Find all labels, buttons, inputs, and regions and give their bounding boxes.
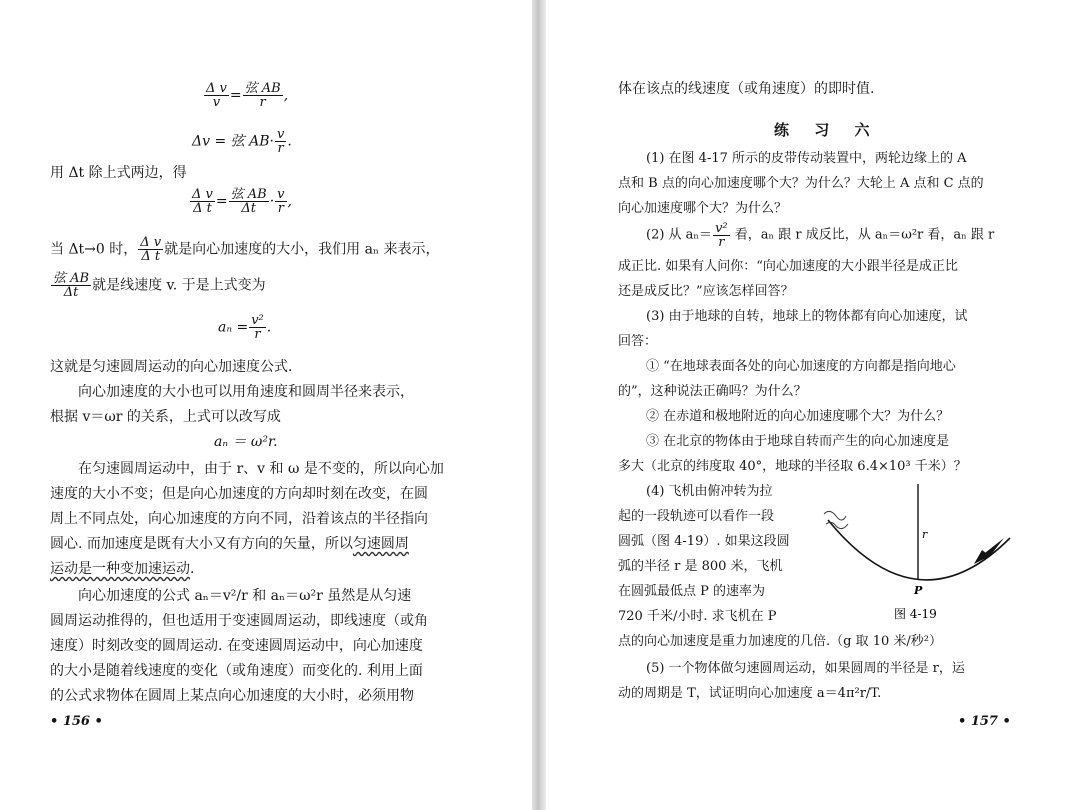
para3-emphasis-1: 匀速圆周 [352, 536, 409, 552]
eq3-tail: , [287, 193, 292, 210]
q3a-line-2: 的”，这种说法正确吗？为什么？ [618, 384, 807, 399]
equation-2 [192, 128, 292, 155]
eq2-num: v [276, 127, 285, 142]
q4-line-3: 圆弧（图 4-19）. 如果这段圆 [618, 534, 790, 549]
when-pre: 当 Δt→0 时， [50, 241, 138, 258]
eq3-dot: · [269, 193, 275, 210]
para2-line-2: 根据 v＝ωr 的关系，上式可以改写成 [50, 409, 281, 425]
figure-caption: 图 4-19 [894, 607, 937, 620]
eq3-r-den: r [277, 201, 284, 216]
eq1-rhs-den: r [259, 95, 266, 110]
q3c-line-2: 多大（北京的纬度取 40°，地球的半径取 6.4×10³ 千米）？ [618, 459, 967, 474]
page-number-left: • 156 • [50, 714, 103, 729]
eq3-eq: = [215, 193, 228, 210]
q4-line-5: 在圆弧最低点 P 的速率为 [618, 584, 766, 599]
q4-line-4: 弧的半径 r 是 800 米，飞机 [618, 559, 783, 574]
q5-line-2: 动的周期是 T，试证明向心加速度 a＝4π²r/T. [618, 686, 882, 701]
book-gutter [532, 0, 546, 810]
eq4-tail: . [266, 319, 272, 336]
para3-line-4-text: 圆心. 而加速度是既有大小又有方向的矢量，所以 [50, 536, 353, 552]
eq2-den: r [277, 141, 284, 156]
chord-text [50, 272, 266, 299]
airplane-icon [974, 538, 1004, 564]
left-page [0, 0, 532, 810]
eq3-l-num: Δ v [192, 187, 213, 202]
q3-line-1: (3) 由于地球的自转，地球上的物体都有向心加速度，试 [646, 309, 968, 324]
eq4-num: v² [251, 313, 264, 328]
when-post: 就是向心加速度的大小，我们用 aₙ 来表示， [164, 241, 440, 258]
eq4-den: r [254, 327, 261, 342]
q2-line-2: 成正比. 如果有人问你：“向心加速度的大小跟半径是成正比 [618, 259, 958, 274]
equation-3 [189, 188, 292, 215]
chord-den: Δt [63, 285, 79, 300]
para3-line-1: 在匀速圆周运动中，由于 r、v 和 ω 是不变的，所以向心加 [78, 461, 444, 477]
q2-num: v² [715, 221, 728, 236]
eq1-tail: , [283, 87, 289, 104]
q2-line-3: 还是成反比？”应该怎样回答？ [618, 284, 794, 299]
para3-line-5 [50, 560, 194, 578]
divide-text: 用 Δt 除上式两边，得 [50, 165, 187, 181]
eq1-lhs-num: Δ v [206, 81, 227, 96]
continued-line: 体在该点的线速度（或角速度）的即时值. [618, 81, 875, 97]
q5-line-1: (5) 一个物体做匀速圆周运动，如果圆周的半径是 r，运 [646, 661, 965, 676]
equation-5: aₙ ＝ ω²r. [214, 434, 278, 450]
para3-line-2: 速度的大小不变；但是向心加速度的方向却时刻在改变，在圆 [50, 486, 428, 502]
para2-line-1: 向心加速度的大小也可以用角速度和圆周半径来表示， [78, 384, 414, 400]
q4-line-2: 起的一段轨迹可以看作一段 [618, 509, 775, 524]
smoke-trail-icon [824, 511, 848, 528]
arc-trajectory [828, 520, 1010, 580]
when-den: Δ t [141, 249, 161, 264]
q3b-line: ② 在赤道和极地附近的向心加速度哪个大？为什么？ [646, 409, 950, 424]
equation-4 [218, 314, 271, 341]
para4-line-3: 速度）时刻改变的圆周运动. 在变速圆周运动中，向心加速度 [50, 638, 423, 654]
q3c-line-1: ③ 在北京的物体由于地球自转而产生的向心加速度是 [646, 434, 950, 449]
q2-line-1 [646, 222, 994, 249]
eq2-lhs: Δv = 弦 AB· [192, 133, 274, 150]
para4-line-2: 圆周运动推得的，但也适用于变速圆周运动，即线速度（或角 [50, 613, 428, 629]
eq3-r-num: v [277, 187, 285, 202]
q2-den: r [718, 235, 725, 250]
chord-post: 就是线速度 v. 于是上式变为 [92, 277, 266, 294]
para3-line-4 [50, 535, 409, 553]
label-r: r [922, 528, 928, 541]
para4-line-4: 的大小是随着线速度的变化（或角速度）而变化的. 利用上面 [50, 663, 423, 679]
para3-period: . [190, 561, 195, 577]
para4-line-1: 向心加速度的公式 aₙ＝v²/r 和 aₙ＝ω²r 虽然是从匀速 [78, 588, 412, 604]
exercise-title: 练 习 六 [774, 121, 880, 139]
equation-1 [203, 82, 288, 109]
label-p: P [914, 584, 923, 597]
q1-line-3: 向心加速度哪个大？为什么？ [618, 201, 788, 216]
when-num: Δ v [140, 235, 162, 250]
q4-line-1: (4) 飞机由俯冲转为拉 [646, 484, 773, 499]
q3a-line-1: ① “在地球表面各处的向心加速度的方向都是指向地心 [646, 359, 956, 374]
q2-pre: (2) 从 aₙ＝ [646, 227, 713, 243]
q4-line-7: 点的向心加速度是重力加速度的几倍.（g 取 10 米/秒²） [618, 634, 942, 649]
eq4-lhs: aₙ = [218, 319, 249, 336]
eq3-l-den: Δ t [193, 201, 212, 216]
page-number-right: • 157 • [958, 714, 1011, 729]
eq3-m-num: 弦 AB [230, 187, 267, 202]
eq2-tail: . [287, 133, 292, 150]
figure-4-19 [814, 480, 1014, 620]
eq3-m-den: Δt [241, 201, 256, 216]
when-text [50, 236, 439, 263]
q1-line-2: 点和 B 点的向心加速度哪个大？为什么？大轮上 A 点和 C 点的 [618, 176, 984, 191]
eq1-lhs-den: v [212, 95, 221, 110]
q1-line-1: (1) 在图 4-17 所示的皮带传动装置中，两轮边缘上的 A [646, 151, 967, 166]
q3-line-2: 回答： [618, 334, 658, 349]
right-page [546, 0, 1080, 810]
q4-line-6: 720 千米/小时. 求飞机在 P [618, 609, 777, 624]
para3-emphasis-2: 运动是一种变加速运动 [50, 561, 190, 577]
para3-line-3: 周上不同点处，向心加速度的方向不同，沿着该点的半径指向 [50, 511, 428, 527]
eq1-rhs-num: 弦 AB [244, 81, 281, 96]
q2-post: 看，aₙ 跟 r 成反比，从 aₙ＝ω²r 看，aₙ 跟 r [730, 227, 995, 243]
para4-line-5: 的公式求物体在圆周上某点向心加速度的大小时，必须用物 [50, 688, 414, 704]
chord-num: 弦 AB [53, 271, 90, 286]
para1-text: 这就是匀速圆周运动的向心加速度公式. [50, 359, 293, 375]
eq1-sign: = [229, 87, 242, 104]
